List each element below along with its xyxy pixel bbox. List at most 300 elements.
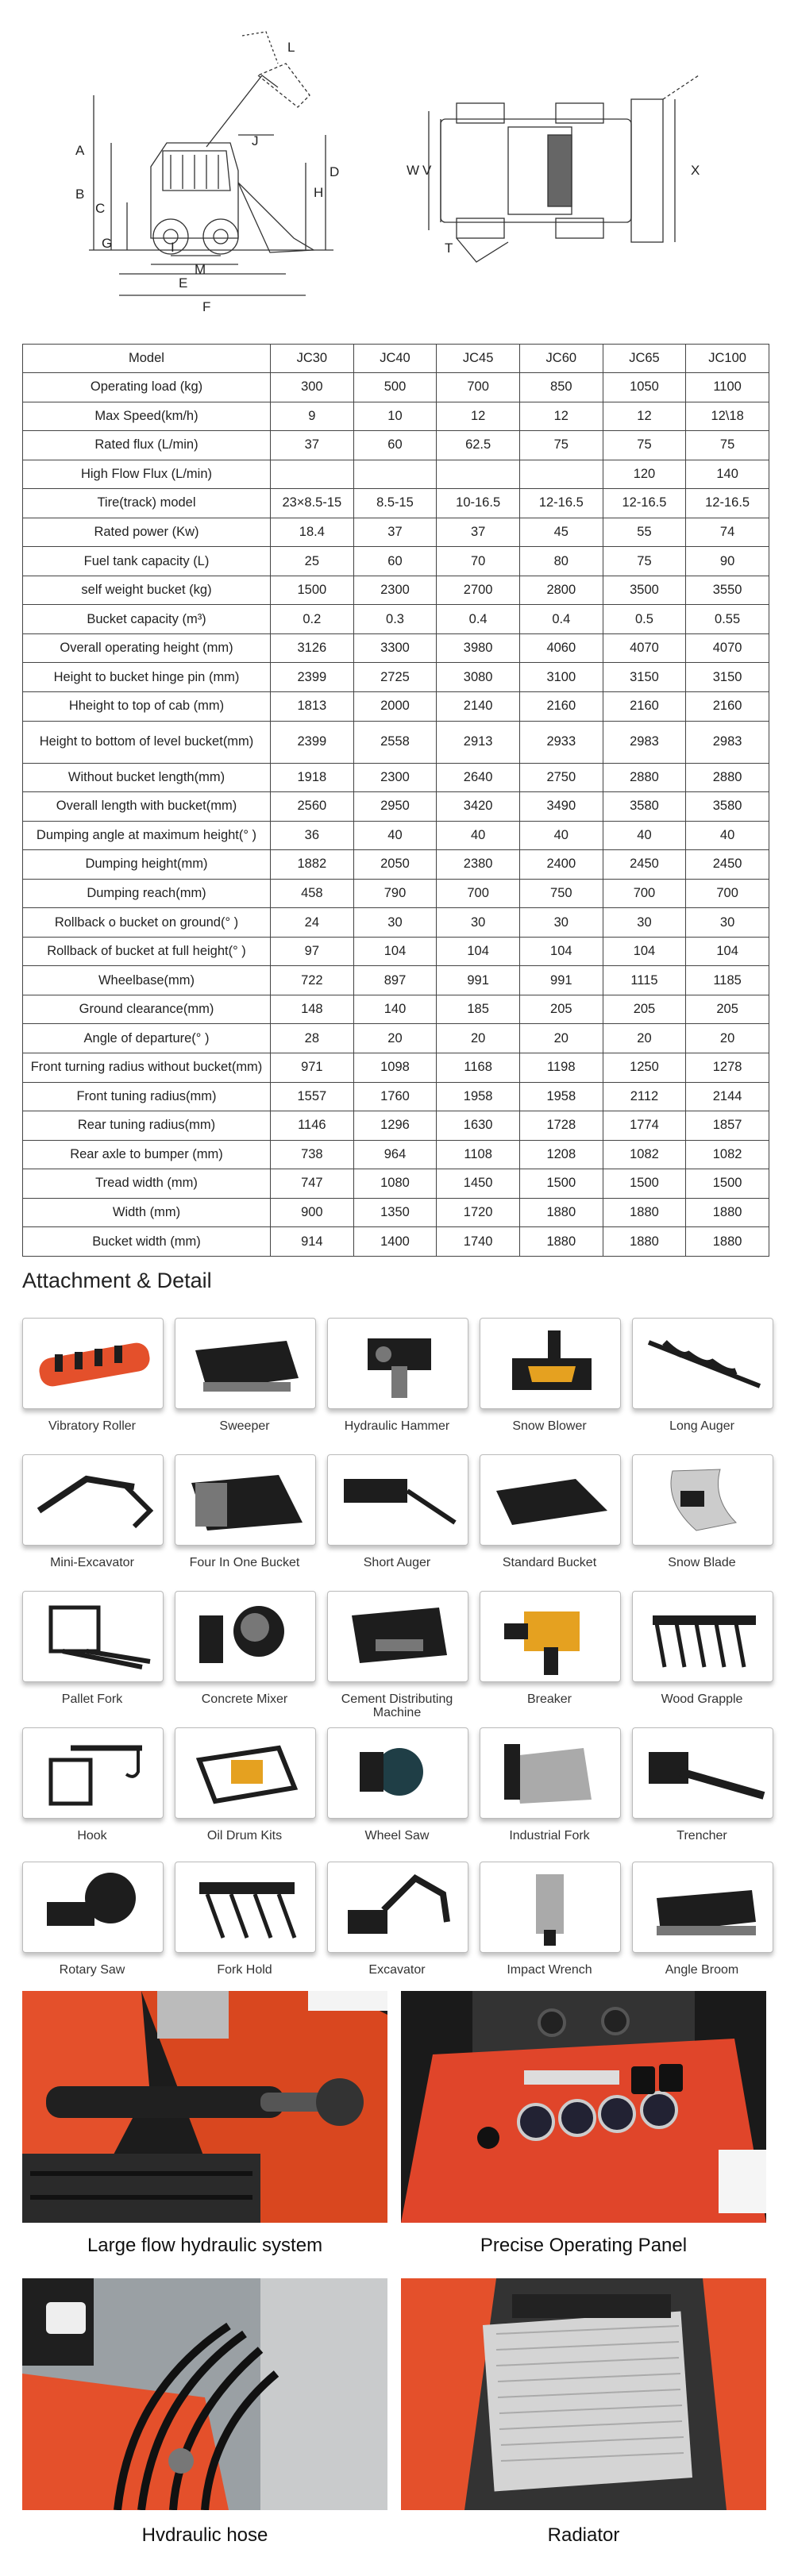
sweeper-icon <box>175 1318 316 1409</box>
hydraulic-hammer-icon <box>327 1318 468 1409</box>
spec-label-cell: Front turning radius without bucket(mm) <box>23 1053 271 1083</box>
wood-grapple-icon <box>632 1591 773 1682</box>
wheel-saw-icon <box>327 1727 468 1819</box>
header-cell: JC45 <box>437 345 520 373</box>
header-cell: Model <box>23 345 271 373</box>
spec-value-cell: 738 <box>271 1140 354 1169</box>
spec-value-cell: 991 <box>519 966 603 995</box>
table-row <box>23 663 769 692</box>
spec-label-cell: Width (mm) <box>23 1198 271 1227</box>
spec-value-cell: 2300 <box>353 576 437 605</box>
attachment-label: Pallet Fork <box>61 1692 123 1706</box>
attachment-label: Vibratory Roller <box>48 1419 136 1433</box>
spec-label-cell: Height to bucket hinge pin (mm) <box>23 663 271 692</box>
spec-value-cell: 185 <box>437 995 520 1024</box>
spec-value-cell: 8.5-15 <box>353 489 437 518</box>
dim-letter: E <box>179 275 188 291</box>
impact-wrench-icon <box>480 1862 620 1952</box>
attachment-card <box>632 1454 772 1569</box>
spec-value-cell: 1857 <box>686 1111 769 1141</box>
spec-label-cell: Rated flux (L/min) <box>23 431 271 460</box>
spec-label-cell: Fuel tank capacity (L) <box>23 547 271 576</box>
spec-value-cell: 97 <box>271 937 354 966</box>
spec-value-cell: 18.4 <box>271 518 354 547</box>
attachment-label: Impact Wrench <box>507 1963 592 1977</box>
oil-drum-kits-icon <box>175 1728 315 1818</box>
attachment-card <box>175 1862 314 1977</box>
spec-value-cell: 1500 <box>519 1169 603 1199</box>
spec-value-cell: 1880 <box>519 1198 603 1227</box>
attachment-card <box>175 1318 314 1433</box>
vibratory-roller-icon <box>23 1319 163 1408</box>
spec-value-cell: 37 <box>353 518 437 547</box>
spec-value-cell: 36 <box>271 821 354 850</box>
table-row <box>23 1140 769 1169</box>
spec-value-cell: 30 <box>519 908 603 938</box>
radiator-photo <box>401 2278 766 2510</box>
spec-label-cell: Overall length with bucket(mm) <box>23 792 271 822</box>
concrete-mixer-icon <box>175 1592 315 1681</box>
table-row <box>23 489 769 518</box>
hook-icon <box>22 1727 164 1819</box>
spec-value-cell: 2160 <box>519 692 603 722</box>
spec-value-cell: 30 <box>437 908 520 938</box>
spec-value-cell: 2560 <box>271 792 354 822</box>
attachment-card <box>22 1454 162 1569</box>
spec-value-cell: 3500 <box>603 576 686 605</box>
spec-value-cell: 2880 <box>603 763 686 792</box>
table-row <box>23 518 769 547</box>
spec-value-cell: 2000 <box>353 692 437 722</box>
operating-panel-photo <box>401 1991 766 2223</box>
spec-value-cell: 12-16.5 <box>603 489 686 518</box>
spec-value-cell: 1082 <box>603 1140 686 1169</box>
industrial-fork-icon <box>480 1727 621 1819</box>
spec-value-cell: 1880 <box>603 1198 686 1227</box>
spec-value-cell: 4060 <box>519 633 603 663</box>
header-cell: JC30 <box>271 345 354 373</box>
spec-label-cell: Height to bottom of level bucket(mm) <box>23 721 271 763</box>
breaker-icon <box>480 1591 621 1682</box>
spec-value-cell: 75 <box>603 547 686 576</box>
table-row <box>23 821 769 850</box>
spec-label-cell: Tread width (mm) <box>23 1169 271 1199</box>
spec-value-cell: 2983 <box>686 721 769 763</box>
hydraulic-cylinder-image <box>22 1991 387 2223</box>
spec-value-cell: 0.5 <box>603 605 686 634</box>
attachment-card <box>327 1318 467 1433</box>
spec-value-cell: 10-16.5 <box>437 489 520 518</box>
spec-label-cell: Dumping angle at maximum height(° ) <box>23 821 271 850</box>
table-body <box>23 373 769 1257</box>
spec-value-cell: 75 <box>603 431 686 460</box>
angle-broom-icon <box>632 1862 773 1953</box>
spec-value-cell: 0.3 <box>353 605 437 634</box>
spec-value-cell: 3126 <box>271 633 354 663</box>
spec-value-cell: 1500 <box>603 1169 686 1199</box>
radiator-image <box>401 2278 766 2510</box>
spec-value-cell: 45 <box>519 518 603 547</box>
attachment-card <box>480 1862 619 1977</box>
spec-label-cell: Without bucket length(mm) <box>23 763 271 792</box>
spec-value-cell: 2399 <box>271 721 354 763</box>
spec-value-cell: 1278 <box>686 1053 769 1083</box>
spec-value-cell: 40 <box>437 821 520 850</box>
spec-value-cell: 75 <box>686 431 769 460</box>
attachment-label: Breaker <box>526 1692 572 1706</box>
table-row <box>23 1082 769 1111</box>
spec-value-cell: 2160 <box>603 692 686 722</box>
spec-value-cell: 2800 <box>519 576 603 605</box>
attachment-card <box>327 1727 467 1842</box>
hook-icon <box>23 1728 163 1818</box>
dim-letter: A <box>75 143 85 158</box>
spec-value-cell: 1500 <box>271 576 354 605</box>
spec-value-cell: 60 <box>353 547 437 576</box>
spec-value-cell: 1880 <box>686 1227 769 1257</box>
snow-blade-icon <box>632 1454 773 1546</box>
spec-value-cell: 60 <box>353 431 437 460</box>
spec-value-cell: 2983 <box>603 721 686 763</box>
attachment-card <box>632 1318 772 1433</box>
spec-value-cell: 37 <box>271 431 354 460</box>
angle-broom-icon <box>633 1862 773 1952</box>
spec-value-cell: 1400 <box>353 1227 437 1257</box>
spec-value-cell: 900 <box>271 1198 354 1227</box>
spec-value-cell: 3150 <box>686 663 769 692</box>
table-row <box>23 460 769 489</box>
spec-value-cell: 24 <box>271 908 354 938</box>
attachment-label: Short Auger <box>363 1556 431 1569</box>
oil-drum-kits-icon <box>175 1727 316 1819</box>
wheel-saw-icon <box>328 1728 468 1818</box>
spec-label-cell: Overall operating height (mm) <box>23 633 271 663</box>
spec-label-cell: High Flow Flux (L/min) <box>23 460 271 489</box>
dim-letter: L <box>287 40 295 55</box>
spec-value-cell: 1880 <box>519 1227 603 1257</box>
attachment-label: Trencher <box>676 1829 727 1842</box>
spec-value-cell: 3550 <box>686 576 769 605</box>
attachment-heading: Attachment & Detail <box>22 1269 212 1292</box>
spec-value-cell: 4070 <box>603 633 686 663</box>
spec-label-cell: Bucket width (mm) <box>23 1227 271 1257</box>
spec-value-cell: 1958 <box>519 1082 603 1111</box>
spec-value-cell <box>271 460 354 489</box>
spec-value-cell: 1557 <box>271 1082 354 1111</box>
spec-value-cell: 1760 <box>353 1082 437 1111</box>
four-in-one-bucket-icon <box>175 1455 315 1545</box>
spec-value-cell: 3580 <box>686 792 769 822</box>
spec-value-cell: 23×8.5-15 <box>271 489 354 518</box>
snow-blower-icon <box>480 1318 621 1409</box>
attachment-card <box>480 1454 619 1569</box>
spec-value-cell: 2725 <box>353 663 437 692</box>
trencher-icon <box>633 1728 773 1818</box>
spec-value-cell: 1728 <box>519 1111 603 1141</box>
table-row <box>23 576 769 605</box>
spec-label-cell: self weight bucket (kg) <box>23 576 271 605</box>
table-row <box>23 995 769 1024</box>
spec-value-cell: 205 <box>519 995 603 1024</box>
spec-label-cell: Rollback o bucket on ground(° ) <box>23 908 271 938</box>
spec-value-cell: 12 <box>519 402 603 431</box>
spec-value-cell: 2933 <box>519 721 603 763</box>
rotary-saw-icon <box>22 1862 164 1953</box>
bucket-lowered <box>238 183 314 252</box>
spec-value-cell: 700 <box>437 373 520 402</box>
attachment-card <box>480 1318 619 1433</box>
spec-value-cell: 991 <box>437 966 520 995</box>
industrial-fork-icon <box>480 1728 620 1818</box>
table-row <box>23 763 769 792</box>
spec-value-cell: 12 <box>603 402 686 431</box>
dim-letter: V <box>422 163 432 178</box>
attachment-card <box>327 1454 467 1569</box>
spec-value-cell: 722 <box>271 966 354 995</box>
table-row <box>23 879 769 908</box>
spec-value-cell: 914 <box>271 1227 354 1257</box>
spec-label-cell: Rear tuning radius(mm) <box>23 1111 271 1141</box>
spec-value-cell: 12-16.5 <box>519 489 603 518</box>
cab-cage-outline <box>163 151 230 191</box>
spec-value-cell: 1720 <box>437 1198 520 1227</box>
spec-value-cell: 10 <box>353 402 437 431</box>
attachment-label: Cement Distributing Machine <box>341 1692 453 1719</box>
operating-panel-image <box>401 1991 766 2223</box>
spec-value-cell: 1500 <box>686 1169 769 1199</box>
photo-caption: Radiator <box>547 2524 620 2546</box>
table-row <box>23 937 769 966</box>
spec-value-cell: 700 <box>437 879 520 908</box>
spec-value-cell: 20 <box>686 1024 769 1053</box>
header-cell: JC60 <box>519 345 603 373</box>
spec-value-cell: 897 <box>353 966 437 995</box>
vibratory-roller-icon <box>22 1318 164 1409</box>
spec-value-cell: 3100 <box>519 663 603 692</box>
fork-hold-icon <box>175 1862 316 1953</box>
impact-wrench-icon <box>480 1862 621 1953</box>
spec-value-cell: 4070 <box>686 633 769 663</box>
spec-value-cell: 30 <box>603 908 686 938</box>
spec-value-cell: 750 <box>519 879 603 908</box>
spec-value-cell: 1198 <box>519 1053 603 1083</box>
spec-value-cell: 1296 <box>353 1111 437 1141</box>
spec-value-cell: 1080 <box>353 1169 437 1199</box>
spec-value-cell: 30 <box>353 908 437 938</box>
table-row <box>23 1227 769 1257</box>
rotary-saw-icon <box>23 1862 163 1952</box>
spec-value-cell <box>437 460 520 489</box>
spec-value-cell: 1958 <box>437 1082 520 1111</box>
spec-value-cell: 3150 <box>603 663 686 692</box>
spec-value-cell: 700 <box>603 879 686 908</box>
standard-bucket-icon <box>480 1454 621 1546</box>
table-row <box>23 1024 769 1053</box>
spec-value-cell: 2450 <box>686 850 769 880</box>
lift-arm-raised <box>206 75 278 147</box>
spec-value-cell: 3300 <box>353 633 437 663</box>
attachment-label: Rotary Saw <box>59 1963 125 1977</box>
spec-value-cell: 458 <box>271 879 354 908</box>
spec-value-cell: 300 <box>271 373 354 402</box>
spec-value-cell: 12-16.5 <box>686 489 769 518</box>
header-cell: JC65 <box>603 345 686 373</box>
dim-letter: B <box>75 187 85 202</box>
spec-label-cell: Rollback of bucket at full height(° ) <box>23 937 271 966</box>
spec-label-cell: Angle of departure(° ) <box>23 1024 271 1053</box>
spec-value-cell: 0.4 <box>437 605 520 634</box>
spec-value-cell: 30 <box>686 908 769 938</box>
spec-value-cell: 0.4 <box>519 605 603 634</box>
spec-value-cell: 80 <box>519 547 603 576</box>
spec-value-cell: 1168 <box>437 1053 520 1083</box>
spec-value-cell: 1208 <box>519 1140 603 1169</box>
spec-value-cell: 1630 <box>437 1111 520 1141</box>
spec-value-cell: 2300 <box>353 763 437 792</box>
dimension-diagram-section <box>0 0 794 333</box>
trencher-icon <box>632 1727 773 1819</box>
front-wheel <box>203 219 238 254</box>
table-row <box>23 547 769 576</box>
spec-value-cell: 2112 <box>603 1082 686 1111</box>
spec-value-cell: 12\18 <box>686 402 769 431</box>
table-row <box>23 1198 769 1227</box>
table-header-row <box>23 345 769 373</box>
spec-value-cell: 205 <box>686 995 769 1024</box>
hydraulic-hose-photo <box>22 2278 387 2510</box>
breaker-icon <box>480 1592 620 1681</box>
spec-value-cell: 1098 <box>353 1053 437 1083</box>
skid-steer-dimension-drawing <box>0 0 794 333</box>
spec-value-cell: 2140 <box>437 692 520 722</box>
attachment-label: Mini-Excavator <box>50 1556 134 1569</box>
attachment-card <box>22 1862 162 1977</box>
spec-value-cell: 9 <box>271 402 354 431</box>
spec-value-cell: 2750 <box>519 763 603 792</box>
spec-value-cell: 3490 <box>519 792 603 822</box>
spec-value-cell: 148 <box>271 995 354 1024</box>
spec-value-cell: 2640 <box>437 763 520 792</box>
attachment-label: Hydraulic Hammer <box>344 1419 450 1433</box>
snow-blower-icon <box>480 1319 620 1408</box>
spec-value-cell: 2050 <box>353 850 437 880</box>
concrete-mixer-icon <box>175 1591 316 1682</box>
spec-value-cell: 3080 <box>437 663 520 692</box>
spec-value-cell: 20 <box>437 1024 520 1053</box>
short-auger-icon <box>328 1455 468 1545</box>
spec-value-cell: 104 <box>603 937 686 966</box>
table-row <box>23 633 769 663</box>
spec-value-cell: 28 <box>271 1024 354 1053</box>
spec-value-cell: 850 <box>519 373 603 402</box>
spec-label-cell: Dumping height(mm) <box>23 850 271 880</box>
photo-caption: Precise Operating Panel <box>480 2235 688 2256</box>
long-auger-icon <box>632 1318 773 1409</box>
attachment-card <box>327 1591 467 1719</box>
spec-value-cell: 1185 <box>686 966 769 995</box>
table-row <box>23 402 769 431</box>
spec-value-cell: 1450 <box>437 1169 520 1199</box>
spec-label-cell: Front tuning radius(mm) <box>23 1082 271 1111</box>
top-view-bucket <box>631 99 663 242</box>
spec-label-cell: Rated power (Kw) <box>23 518 271 547</box>
hydraulic-cylinder-photo <box>22 1991 387 2223</box>
spec-value-cell: 1350 <box>353 1198 437 1227</box>
spec-value-cell: 75 <box>519 431 603 460</box>
attachment-label: Hook <box>77 1829 107 1842</box>
excavator-icon <box>327 1862 468 1953</box>
attachment-label: Wheel Saw <box>364 1829 430 1842</box>
table-row <box>23 605 769 634</box>
attachment-label: Excavator <box>368 1963 426 1977</box>
spec-value-cell: 40 <box>686 821 769 850</box>
attachment-label: Concrete Mixer <box>201 1692 288 1706</box>
spec-value-cell: 1100 <box>686 373 769 402</box>
table-row <box>23 1169 769 1199</box>
spec-label-cell: Rear axle to bumper (mm) <box>23 1140 271 1169</box>
spec-value-cell <box>519 460 603 489</box>
spec-value-cell: 2950 <box>353 792 437 822</box>
spec-value-cell: 2558 <box>353 721 437 763</box>
spec-value-cell: 55 <box>603 518 686 547</box>
top-view-body <box>441 119 631 222</box>
attachment-card <box>632 1862 772 1977</box>
spec-value-cell: 0.55 <box>686 605 769 634</box>
spec-value-cell: 2380 <box>437 850 520 880</box>
dim-letter: C <box>95 201 106 216</box>
spec-label-cell: Ground clearance(mm) <box>23 995 271 1024</box>
dim-letter: M <box>195 262 206 277</box>
attachment-label: Fork Hold <box>217 1963 272 1977</box>
spec-value-cell: 2160 <box>686 692 769 722</box>
dim-letter: I <box>171 240 175 255</box>
spec-value-cell: 140 <box>686 460 769 489</box>
snow-blade-icon <box>633 1455 773 1545</box>
photo-caption: Large flow hydraulic system <box>87 2235 323 2256</box>
short-auger-icon <box>327 1454 468 1546</box>
spec-value-cell: 2399 <box>271 663 354 692</box>
four-in-one-bucket-icon <box>175 1454 316 1546</box>
spec-label-cell: Wheelbase(mm) <box>23 966 271 995</box>
spec-label-cell: Tire(track) model <box>23 489 271 518</box>
attachment-grid <box>22 1318 772 1977</box>
long-auger-icon <box>633 1319 773 1408</box>
spec-label-cell: Hheight to top of cab (mm) <box>23 692 271 722</box>
spec-value-cell: 1082 <box>686 1140 769 1169</box>
dim-letter: F <box>202 299 211 314</box>
attachment-card <box>22 1727 162 1842</box>
spec-value-cell: 70 <box>437 547 520 576</box>
attachment-label: Long Auger <box>669 1419 734 1433</box>
attachment-label: Industrial Fork <box>509 1829 590 1842</box>
table-row <box>23 692 769 722</box>
spec-value-cell: 747 <box>271 1169 354 1199</box>
pallet-fork-icon <box>23 1592 163 1681</box>
mini-excavator-icon <box>22 1454 164 1546</box>
spec-value-cell: 1146 <box>271 1111 354 1141</box>
dim-letter: G <box>102 236 113 251</box>
spec-value-cell: 104 <box>686 937 769 966</box>
attachment-label: Sweeper <box>219 1419 270 1433</box>
attachment-card <box>480 1727 619 1842</box>
dim-letter: D <box>330 164 340 179</box>
spec-value-cell: 2880 <box>686 763 769 792</box>
spec-value-cell: 2144 <box>686 1082 769 1111</box>
spec-value-cell: 790 <box>353 879 437 908</box>
dim-letter: H <box>314 185 324 200</box>
spec-value-cell: 74 <box>686 518 769 547</box>
attachment-label: Four In One Bucket <box>189 1556 300 1569</box>
